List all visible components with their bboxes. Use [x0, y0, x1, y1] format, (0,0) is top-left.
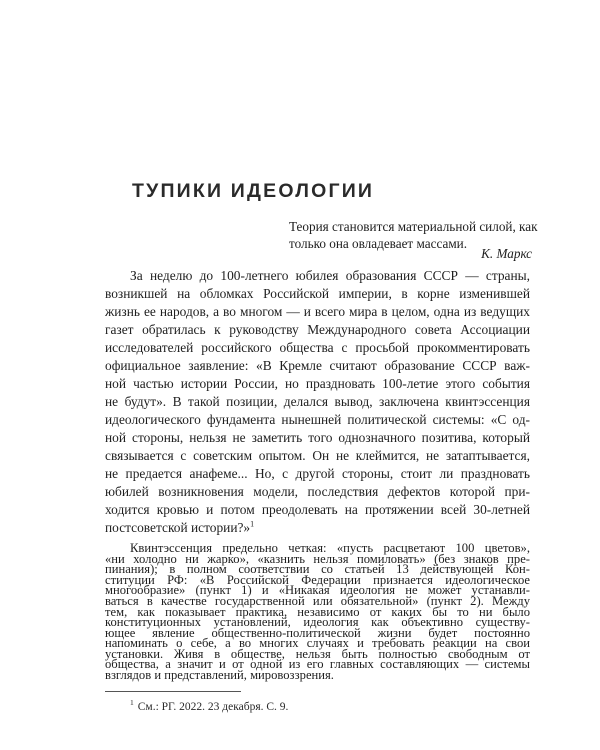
epigraph-line: только она овладевает массами.: [289, 236, 468, 251]
paragraph-line: установки. Живя в обществе, нельзя быть полностью свободным от: [105, 647, 530, 661]
paragraph-line: Квинтэссенция предельно четкая: «пусть расцветают 100 цветов»,: [130, 541, 530, 555]
chapter-title: ТУПИКИ ИДЕОЛОГИИ: [132, 180, 375, 202]
paragraph-line: ваться в качестве государственной или обязательной» (пункт 2). Между: [105, 594, 530, 608]
paragraph-line: взглядов и представлений, мировоззрения.: [105, 668, 334, 682]
paragraph-line: исследователей российского общества с просьбой прокомментировать: [105, 340, 530, 355]
paragraph-line: не предается анафеме... Но, с другой стороны, стоит ли праздновать: [105, 466, 530, 481]
paragraph-line: За неделю до 100-летнего юбилея образования СССР — страны,: [130, 268, 530, 283]
paragraph-line: ющее явление общественно-политической жизни будет постоянно: [105, 626, 530, 640]
paragraph-line: ной стороны, нельзя не заметить того однозначного позитива, который: [105, 430, 530, 445]
footnote-text: См.: РГ. 2022. 23 декабря. С. 9.: [137, 700, 289, 713]
paragraph-line: постсоветской истории?»$^1$: [105, 519, 255, 535]
paragraph-line: ной частью истории России, но праздновать 100-летие этого события: [105, 376, 530, 391]
paragraph-line: ституции РФ: «В Российской Федерации признается идеологическое: [105, 573, 530, 587]
paragraph-line: идеологического фундамента нынешней политической системы: «С од-: [105, 412, 530, 427]
paragraph-line: конституционных установлений, идеология как объективно существу-: [105, 615, 530, 629]
paragraph-line: возникшей на обломках Российской империи, в корне изменившей: [105, 286, 530, 301]
paragraph-line: общества, а значит и от одной из его главных составляющих — системы: [105, 657, 530, 671]
paragraph-line: жизнь ее народов, а во многом — и всего мира в целом, одна из ведущих: [105, 304, 530, 319]
footnote-reference: 1: [250, 519, 255, 529]
paragraph-line: напоминать о себе, а во многих случаях и требовать реакции на свои: [105, 636, 530, 650]
epigraph-line: Теория становится материальной силой, как: [289, 219, 538, 234]
paragraph-line: многообразие» (пункт 1) и «Никакая идеология не может устанавли-: [105, 583, 530, 597]
paragraph-line: юбилей возникновения модели, последствия дефектов которой при-: [105, 484, 530, 499]
footnote: [130, 698, 288, 713]
paragraph-line: связывается с советским опытом. Он не клеймится, не затаптывается,: [105, 448, 530, 463]
paragraph-line: газет обратилась к руководству Международного совета Ассоциации: [105, 322, 530, 337]
paragraph-line: «ни холодно ни жарко», «казнить нельзя помиловать» (без знаков пре-: [105, 552, 530, 566]
paragraph-line: тем, как показывает практика, независимо от каких бы то ни было: [105, 605, 530, 619]
footnote-divider: [105, 691, 241, 692]
epigraph-author: К. Маркс: [481, 246, 532, 261]
paragraph-line: не будут». В такой позиции, делался вывод, заключена квинтэссенция: [105, 394, 530, 409]
paragraph-line: официальное заявление: «В Кремле считают образование СССР важ-: [105, 358, 530, 373]
paragraph-line: ходится кровью и потом преодолевать на протяжении всей 30-летней: [105, 502, 530, 517]
footnote-mark: 1: [130, 698, 134, 707]
paragraph-line: пинания); в полном соответствии со статьей 13 действующей Кон-: [105, 562, 530, 576]
